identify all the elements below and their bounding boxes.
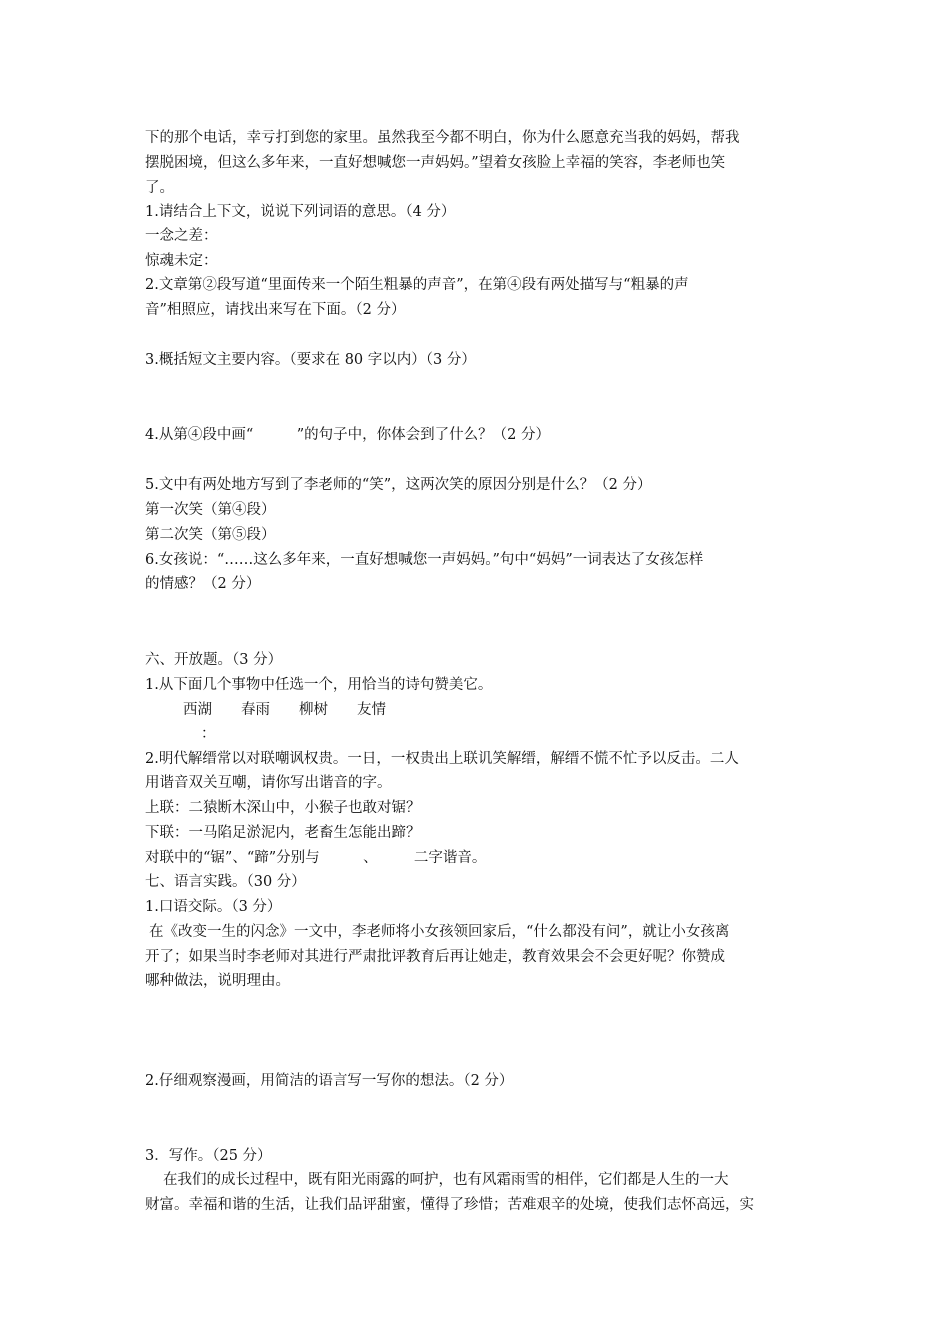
practice-1: 1.口语交际。（3 分） <box>145 899 282 915</box>
couplet-upper: 上联：二猿断木深山中，小猴子也敢对锯？ <box>145 800 421 816</box>
question-3: 3.概括短文主要内容。（要求在 80 字以内）（3 分） <box>145 352 476 368</box>
answer-colon: ： <box>201 726 216 742</box>
writing-text: 财富。幸福和谐的生活，让我们品评甜蜜，懂得了珍惜；苦难艰辛的处境，使我们志怀高远，实 <box>145 1197 754 1213</box>
answer-label: 惊魂未定： <box>145 253 218 269</box>
section-heading: 六、开放题。（3 分） <box>145 652 283 668</box>
question-6-cont: 的情感？（2 分） <box>145 576 261 592</box>
section-heading: 七、语言实践。（30 分） <box>145 874 306 890</box>
writing-text: 在我们的成长过程中，既有阳光雨露的呵护，也有风霜雨雪的相伴，它们都是人生的一大 <box>163 1172 729 1188</box>
couplet-question: 对联中的“锯”、“蹄”分别与 、 二字谐音。 <box>145 850 487 866</box>
question-2: 2.文章第②段写道“里面传来一个陌生粗暴的声音”，在第④段有两处描写与“粗暴的声 <box>145 277 689 293</box>
answer-label: 一念之差： <box>145 228 218 244</box>
question-6: 6.女孩说：“……这么多年来，一直好想喊您一声妈妈。”句中“妈妈”一词表达了女孩怎样 <box>145 552 704 568</box>
question-2-cont: 音”相照应，请找出来写在下面。（2 分） <box>145 302 406 318</box>
writing-task: 3．写作。（25 分） <box>145 1148 272 1164</box>
answer-label: 第二次笑（第⑤段） <box>145 527 276 543</box>
open-question-2: 2.明代解缙常以对联嘲讽权贵。一日，一权贵出上联讥笑解缙，解缙不慌不忙予以反击。二人 <box>145 751 739 767</box>
couplet-lower: 下联：一马陷足淤泥内，老畜生怎能出蹄？ <box>145 825 421 841</box>
options-list: 西湖 春雨 柳树 友情 <box>183 702 386 718</box>
practice-2: 2.仔细观察漫画，用简洁的语言写一写你的想法。（2 分） <box>145 1073 514 1089</box>
paragraph-line: 摆脱困境，但这么多年来，一直好想喊您一声妈妈。”望着女孩脸上幸福的笑容，李老师也笑 <box>145 155 726 171</box>
practice-1-text: 哪种做法，说明理由。 <box>145 973 290 989</box>
question-5: 5.文中有两处地方写到了李老师的“笑”，这两次笑的原因分别是什么？（2 分） <box>145 477 652 493</box>
answer-label: 第一次笑（第④段） <box>145 502 276 518</box>
question-4: 4.从第④段中画“ ”的句子中，你体会到了什么？（2 分） <box>145 427 550 443</box>
open-question-2-cont: 用谐音双关互嘲，请你写出谐音的字。 <box>145 775 392 791</box>
practice-1-text: 开了；如果当时李老师对其进行严肃批评教育后再让她走，教育效果会不会更好呢？你赞成 <box>145 949 725 965</box>
paragraph-line: 了。 <box>145 180 174 196</box>
open-question-1: 1.从下面几个事物中任选一个，用恰当的诗句赞美它。 <box>145 677 493 693</box>
practice-1-text: 在《改变一生的闪念》一文中，李老师将小女孩领回家后，“什么都没有问”，就让小女孩离 <box>149 924 730 940</box>
question-1: 1.请结合上下文，说说下列词语的意思。（4 分） <box>145 204 456 220</box>
paragraph-line: 下的那个电话，幸亏打到您的家里。虽然我至今都不明白，你为什么愿意充当我的妈妈，帮我 <box>145 130 740 146</box>
